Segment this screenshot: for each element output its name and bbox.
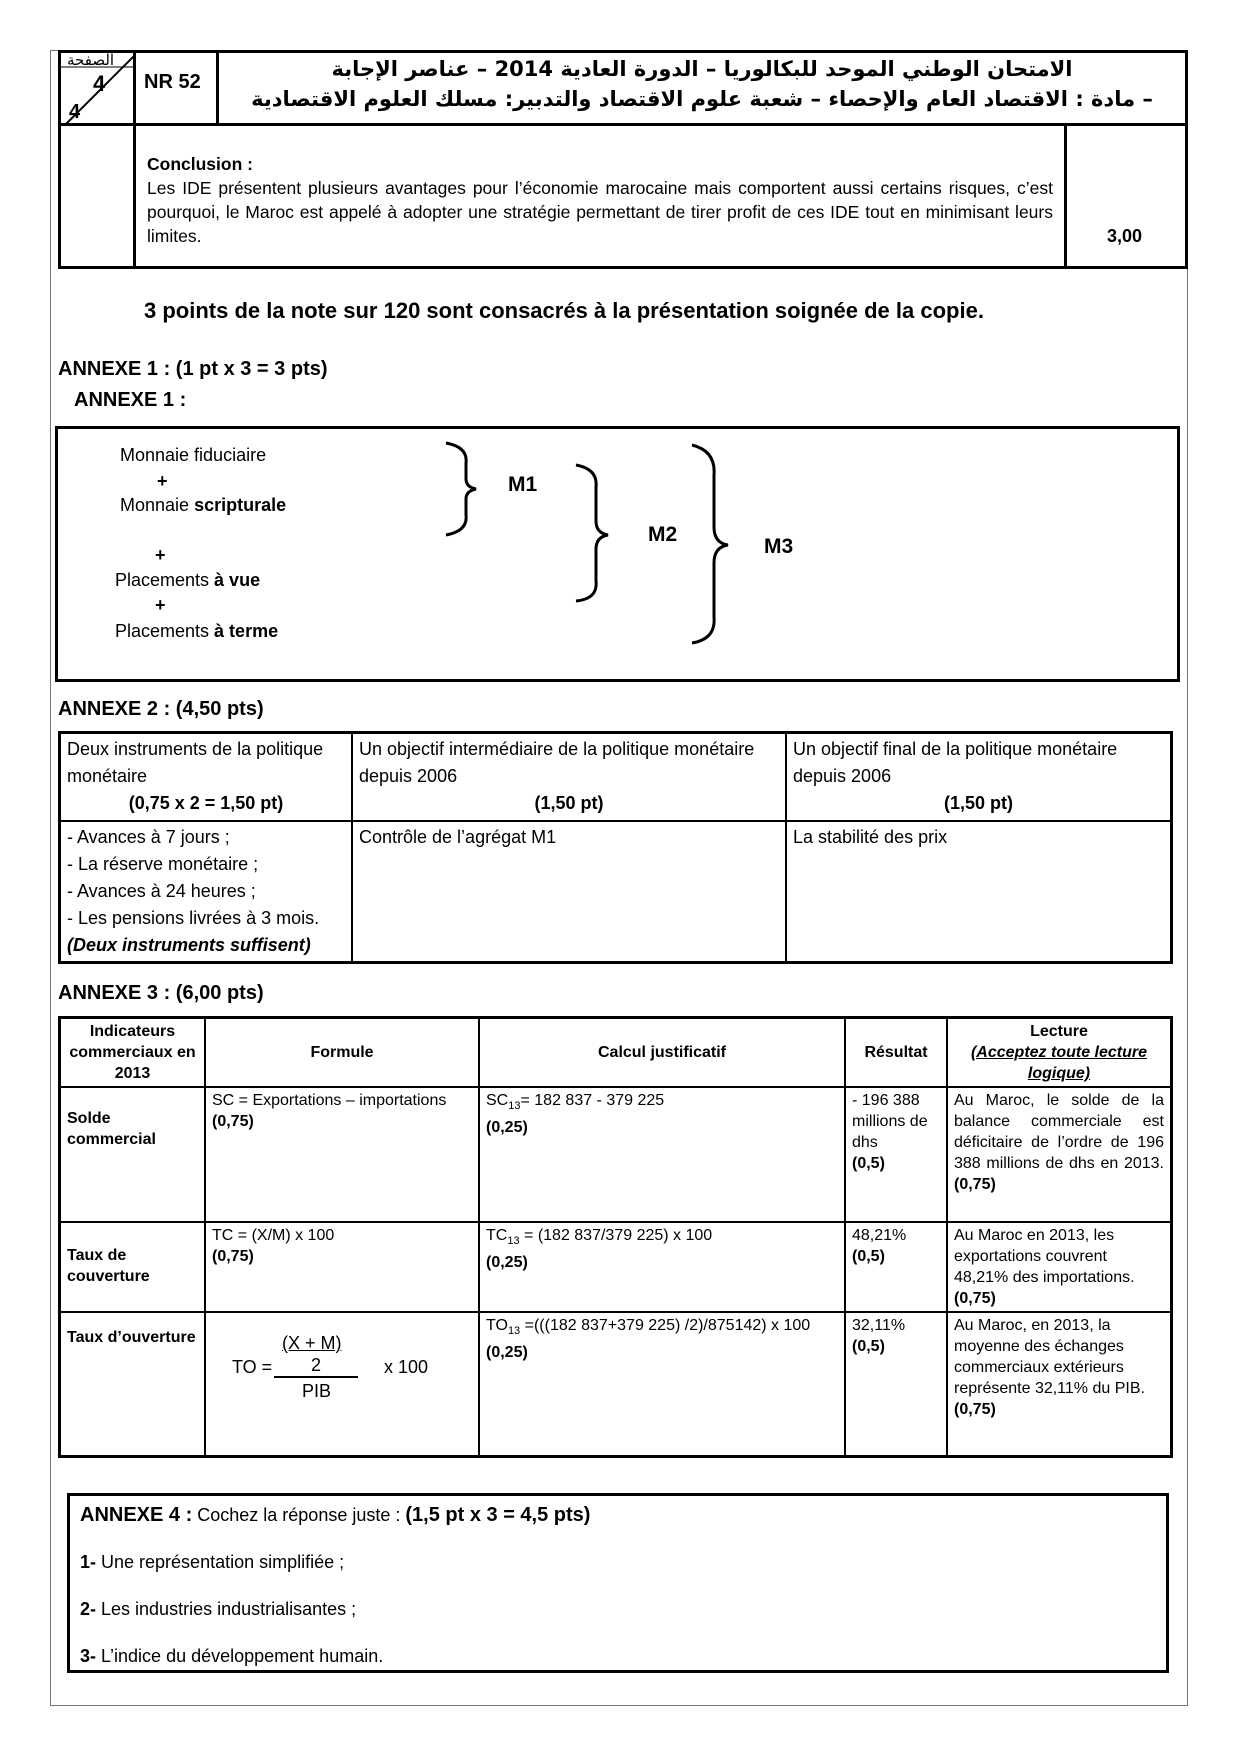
calc-points: (0,25) bbox=[486, 1254, 528, 1272]
conclusion-text-block bbox=[147, 152, 1053, 248]
header-resultat: Résultat bbox=[845, 1018, 947, 1088]
aggregate-item-terme: Placements à terme bbox=[115, 621, 279, 641]
lecture-points: (0,75) bbox=[954, 1290, 996, 1307]
formula-points: (0,75) bbox=[212, 1248, 254, 1265]
annexe4-heading: ANNEXE 4 : Cochez la réponse juste : (1,5 pt x 3 = 4,5 pts) bbox=[80, 1504, 591, 1526]
annexe3-table bbox=[58, 1016, 1173, 1458]
exam-title-line1: الامتحان الوطني الموحد للبكالوريا – الدورة العادية 2014 – عناصر الإجابة bbox=[331, 57, 1073, 81]
aggregate-item-scripturale: Monnaie scripturale bbox=[120, 495, 287, 515]
result-cell bbox=[845, 1222, 947, 1312]
brace-m3 bbox=[692, 445, 728, 643]
final-objective: La stabilité des prix bbox=[786, 821, 1172, 963]
formula-points: (0,75) bbox=[212, 1113, 254, 1130]
aggregate-m2: M2 bbox=[648, 523, 678, 546]
calc-text: $TO_{13} =(((182$ 837+379 225) /2)/875142) x 100 bbox=[486, 1317, 811, 1338]
column-title: Un objectif final de la politique monétaire depuis 2006 bbox=[793, 739, 1118, 786]
conclusion-score: 3,00 bbox=[1107, 226, 1143, 246]
table-row bbox=[60, 821, 1172, 963]
column-divider bbox=[1064, 126, 1067, 266]
table-row bbox=[60, 1312, 1172, 1456]
annexe4-box bbox=[67, 1493, 1169, 1673]
column-points: (0,75 x 2 = 1,50 pt) bbox=[128, 793, 284, 813]
lecture-text: Au Maroc, en 2013, la moyenne des échanges commerciaux extérieurs représente 32,11% du PIB. bbox=[954, 1317, 1145, 1397]
answer-option[interactable]: 2- Les industries industrialisantes ; bbox=[80, 1599, 357, 1619]
column-points: (1,50 pt) bbox=[943, 793, 1013, 813]
annexe1-heading: ANNEXE 1 : (1 pt x 3 = 3 pts) bbox=[58, 358, 328, 380]
brace-m2 bbox=[576, 465, 608, 601]
exam-title bbox=[219, 50, 1188, 126]
header-indicators: Indicateurs commerciaux en 2013 bbox=[60, 1018, 206, 1088]
answer-option[interactable]: 3- L’indice du développement humain. bbox=[80, 1646, 384, 1666]
annexe2-heading: ANNEXE 2 : (4,50 pts) bbox=[58, 698, 264, 720]
header-calcul: Calcul justificatif bbox=[479, 1018, 845, 1088]
intermediate-objective: Contrôle de l’agrégat M1 bbox=[352, 821, 786, 963]
column-divider bbox=[133, 126, 136, 266]
list-item: - Avances à 7 jours ; bbox=[67, 826, 230, 847]
page-total: 4 bbox=[69, 101, 81, 123]
indicator-cell: Taux de couverture bbox=[60, 1222, 206, 1312]
calc-cell bbox=[479, 1312, 845, 1456]
exam-title-line2: – مادة : الاقتصاد العام والإحصاء – شعبة علوم الاقتصاد والتدبير: مسلك العلوم الاقتصادية bbox=[251, 87, 1153, 111]
annexe2-table bbox=[58, 731, 1173, 964]
table-row bbox=[60, 1087, 1172, 1222]
plus-sign: + bbox=[157, 471, 168, 491]
lecture-points: (0,75) bbox=[954, 1401, 996, 1418]
lecture-cell bbox=[947, 1312, 1172, 1456]
instruments-note: (Deux instruments suffisent) bbox=[67, 934, 311, 955]
conclusion-box bbox=[58, 126, 1188, 269]
brace-lines bbox=[58, 429, 1178, 679]
calc-text: $TC_{13} = (182$ 837/379 225) x 100 bbox=[486, 1227, 713, 1248]
result-text: 32,11% bbox=[852, 1317, 906, 1334]
calc-points: (0,25) bbox=[486, 1344, 528, 1362]
table-header-cell bbox=[352, 733, 786, 821]
lecture-text: Au Maroc, le solde de la balance commerciale est déficitaire de l’ordre de 196 388 millions de dhs en 2013. bbox=[954, 1092, 1164, 1172]
formula-lhs: TO = bbox=[232, 1357, 273, 1377]
annexe1-diagram bbox=[55, 426, 1180, 682]
page-number-box bbox=[58, 50, 136, 126]
answer-option[interactable]: 1- Une représentation simplifiée ; bbox=[80, 1552, 345, 1572]
table-header-cell bbox=[60, 733, 353, 821]
annexe1-subheading: ANNEXE 1 : bbox=[74, 389, 187, 411]
page-number: 4 bbox=[93, 71, 106, 96]
list-item: - Les pensions livrées à 3 mois. bbox=[67, 907, 320, 928]
result-points: (0,5) bbox=[852, 1155, 885, 1172]
calc-cell bbox=[479, 1087, 845, 1222]
formula-text: TC = (X/M) x 100 bbox=[212, 1227, 335, 1244]
lecture-points: (0,75) bbox=[954, 1176, 996, 1193]
result-cell bbox=[845, 1087, 947, 1222]
formula-two: 2 bbox=[274, 1355, 358, 1378]
formula-cell bbox=[205, 1312, 479, 1456]
presentation-note: 3 points de la note sur 120 sont consacrés à la présentation soignée de la copie. bbox=[144, 298, 984, 323]
page-label: الصفحة bbox=[67, 51, 115, 69]
formula-times: x 100 bbox=[384, 1357, 429, 1377]
lecture-text: Au Maroc en 2013, les exportations couvrent 48,21% des importations. bbox=[954, 1227, 1135, 1286]
column-title: Deux instruments de la politique monétaire bbox=[67, 739, 324, 786]
plus-sign: + bbox=[155, 545, 166, 565]
formula-numerator: (X + M) bbox=[282, 1333, 342, 1353]
aggregate-m3: M3 bbox=[764, 535, 794, 558]
indicator-cell: Solde commercial bbox=[60, 1087, 206, 1222]
header-lecture: Lecture bbox=[1030, 1023, 1088, 1040]
instruments-cell bbox=[60, 821, 353, 963]
lecture-cell bbox=[947, 1087, 1172, 1222]
lecture-note: (Acceptez toute lecture logique) bbox=[970, 1044, 1148, 1082]
formula-cell bbox=[205, 1087, 479, 1222]
result-points: (0,5) bbox=[852, 1248, 885, 1265]
aggregate-item-vue: Placements à vue bbox=[115, 570, 261, 590]
result-text: 48,21% bbox=[852, 1227, 907, 1244]
brace-m1 bbox=[446, 443, 476, 535]
exam-code: NR 52 bbox=[136, 50, 219, 126]
table-header-cell bbox=[786, 733, 1172, 821]
aggregate-item-fiduciaire: Monnaie fiduciaire bbox=[120, 445, 267, 465]
calc-cell bbox=[479, 1222, 845, 1312]
table-row bbox=[60, 733, 1172, 821]
indicator-cell: Taux d’ouverture bbox=[60, 1312, 206, 1456]
header-lecture-cell bbox=[947, 1018, 1172, 1088]
list-item: - Avances à 24 heures ; bbox=[67, 880, 256, 901]
formula-cell bbox=[205, 1222, 479, 1312]
annexe3-heading: ANNEXE 3 : (6,00 pts) bbox=[58, 982, 264, 1004]
result-text: - 196 388 millions de dhs bbox=[852, 1092, 928, 1151]
formula-denominator: PIB bbox=[302, 1381, 332, 1401]
formula-text: SC = Exportations – importations bbox=[212, 1092, 447, 1109]
fraction-formula bbox=[212, 1315, 472, 1415]
list-item: - La réserve monétaire ; bbox=[67, 853, 259, 874]
result-points: (0,5) bbox=[852, 1338, 885, 1355]
column-points: (1,50 pt) bbox=[534, 793, 604, 813]
conclusion-text: Les IDE présentent plusieurs avantages pour l’économie marocaine mais comportent aussi certains risques, c’est pourquoi, le Maroc est appelé à adopter une stratégie permettant de tirer profit de ces IDE tout en minimisant leurs limites. bbox=[147, 178, 1053, 246]
calc-text: $SC_{13}= 182$ 837 - 379 225 bbox=[486, 1092, 665, 1113]
lecture-cell bbox=[947, 1222, 1172, 1312]
table-header-row bbox=[60, 1018, 1172, 1088]
plus-sign: + bbox=[155, 595, 166, 615]
calc-points: (0,25) bbox=[486, 1119, 528, 1137]
table-row bbox=[60, 1222, 1172, 1312]
header-formule: Formule bbox=[205, 1018, 479, 1088]
conclusion-title: Conclusion : bbox=[147, 154, 253, 174]
column-title: Un objectif intermédiaire de la politique monétaire depuis 2006 bbox=[359, 739, 755, 786]
aggregate-m1: M1 bbox=[508, 473, 538, 496]
result-cell bbox=[845, 1312, 947, 1456]
